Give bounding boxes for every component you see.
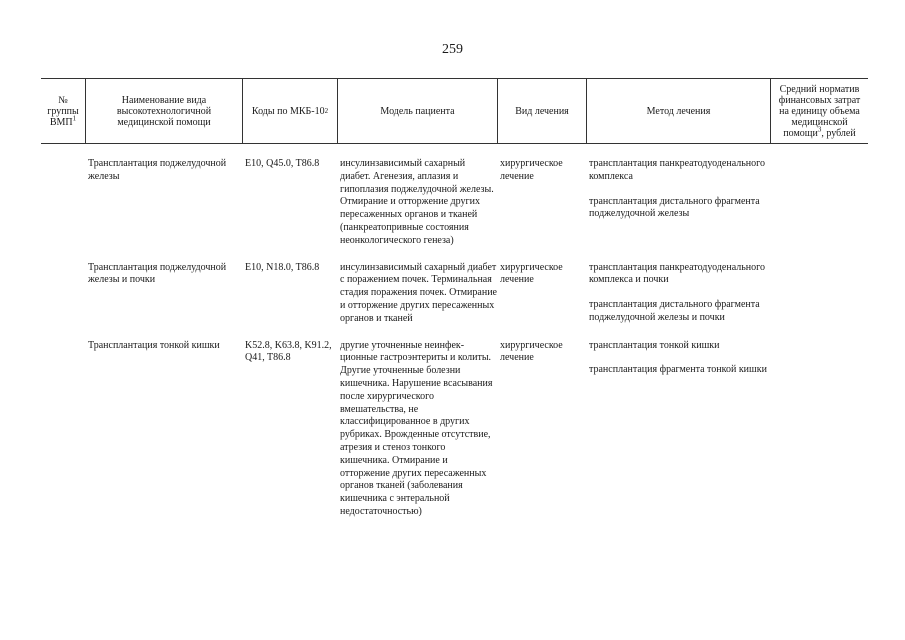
row-cost [770, 158, 868, 248]
row-patient-model: другие уточненные неинфек-ционные гастроэнтериты и колиты. Другие уточненные болезни кишечника. Нарушение всасывания после хирургического вмешательства, не классифицированное в других рубриках. Врожденные отсутствие, атрезия и стеноз тонкого кишечника. Отмирание и отторжение других пересаженных органов тканей (заболевания кишечника с энтеральной недостаточностью) [340, 339, 493, 517]
header-patient-model: Модель пациента [337, 79, 497, 143]
row-icd-codes: K52.8, K63.8, K91.2, Q41, T86.8 [245, 339, 332, 364]
method-item: трансплантация дистального фрагмента поджелудочной железы и почки [589, 299, 760, 323]
row-patient-model: инсулинзависимый сахарный диабет. Агенезия, аплазия и гипоплазия поджелудочной железы. Отмирание и отторжение других пересаженных органов и тканей (панкреатопривные состояния неонкологического генеза) [340, 158, 494, 246]
table-row [41, 158, 868, 248]
row-cost [770, 340, 868, 519]
method-item: трансплантация фрагмента тонкой кишки [589, 364, 767, 376]
row-patient-model: инсулинзависимый сахарный диабет с поражением почек. Терминальная стадия поражения почек. Отмирание и отторжение других пересаженных органов и тканей [340, 261, 497, 324]
row-care-name: Трансплантация поджелудочной железы и почки [88, 261, 227, 286]
row-care-name: Трансплантация поджелудочной железы [88, 158, 227, 182]
row-number [41, 340, 85, 519]
row-icd-codes: E10, N18.0, T86.8 [245, 261, 320, 273]
table-body [41, 158, 868, 519]
table-row [41, 262, 868, 326]
row-treatment-type: хирургическое лечение [500, 158, 563, 182]
table-header [41, 78, 868, 144]
header-average-cost: Средний норматив финансовых затрат на единицу объема медицинской помощи$^3$, рублей [770, 79, 868, 143]
row-number [41, 262, 85, 326]
row-methods [586, 340, 770, 519]
row-methods [586, 158, 770, 248]
row-methods [586, 262, 770, 326]
row-treatment-type: хирургическое лечение [500, 339, 563, 364]
method-item: трансплантация тонкой кишки [589, 339, 720, 351]
row-treatment-type: хирургическое лечение [500, 261, 563, 286]
row-icd-codes: E10, Q45.0, T86.8 [245, 158, 320, 169]
header-group-number: № группы ВМП$^1$ [47, 94, 79, 128]
table-row [41, 340, 868, 519]
header-care-type: Наименование вида высокотехнологичной медицинской помощи [85, 79, 242, 143]
row-number [41, 158, 85, 248]
page-number: 259 [442, 42, 463, 57]
row-care-name: Трансплантация тонкой кишки [88, 339, 220, 351]
method-item: трансплантация дистального фрагмента поджелудочной железы [589, 195, 760, 220]
header-treatment-type: Вид лечения [497, 79, 586, 143]
row-cost [770, 262, 868, 326]
header-treatment-method: Метод лечения [586, 79, 770, 143]
header-icd-codes: Коды по МКБ-10 2 [242, 79, 337, 143]
method-item: трансплантация панкреатодуоденального комплекса [589, 158, 765, 182]
vmp-table [41, 78, 868, 519]
method-item: трансплантация панкреатодуоденального комплекса и почки [589, 261, 765, 286]
